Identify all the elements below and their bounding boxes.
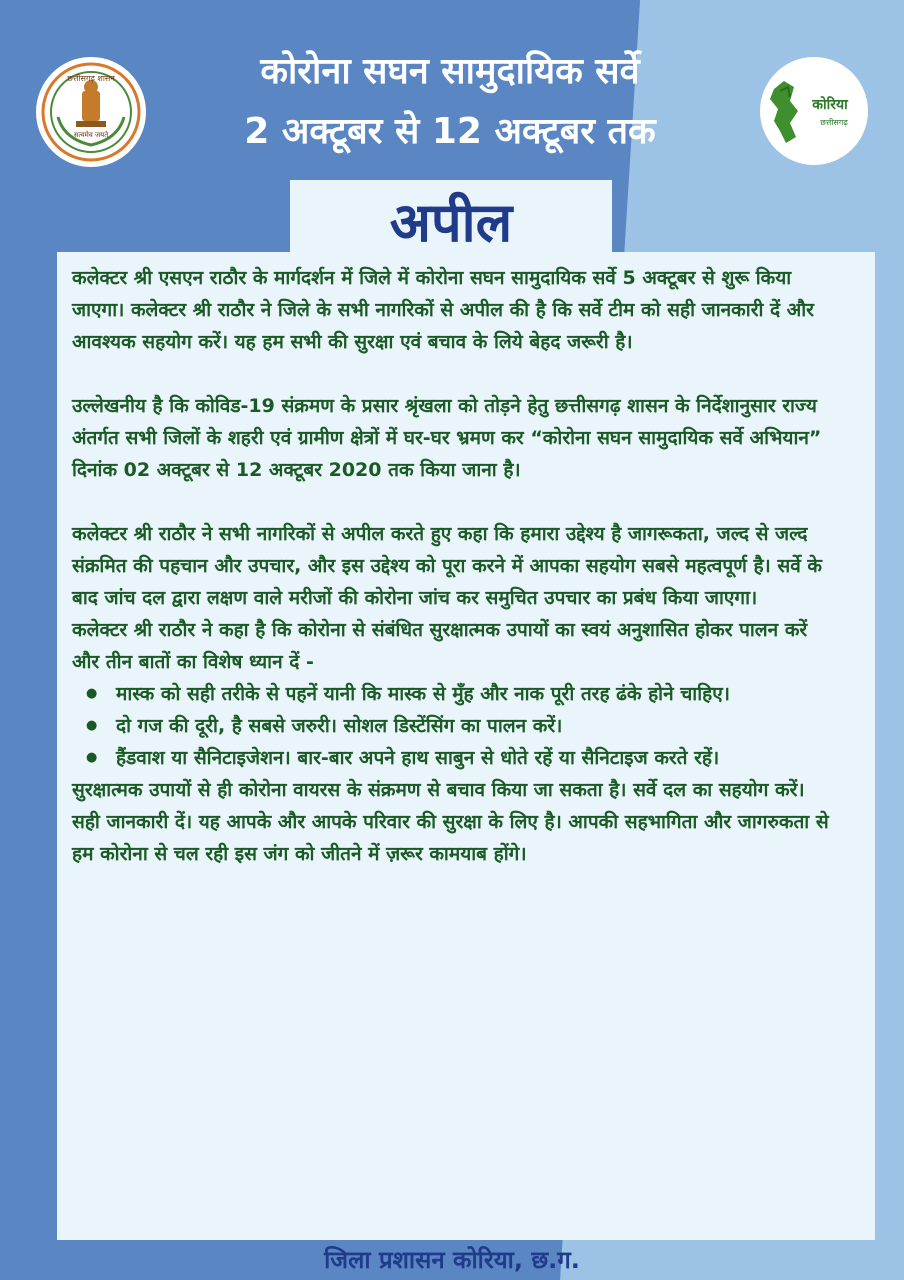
appeal-tab [290, 180, 612, 254]
list-item: ● मास्क को सही तरीके से पहनें यानी कि मास्क से मुँह और नाक पूरी तरह ढंके होने चाहिए। [116, 678, 832, 710]
paragraph-1: कलेक्टर श्री एसएन राठौर के मार्गदर्शन में जिले में कोरोना सघन सामुदायिक सर्वे 5 अक्टूबर से शुरू किया जाएगा। कलेक्टर श्री राठौर ने जिले के सभी नागरिकों से अपील की है कि सर्वे टीम को सही जानकारी दें और आवश्यक सहयोग करें। यह हम सभी की सुरक्षा एवं बचाव के लिये बेहद जरूरी है। [72, 267, 814, 353]
emblem-top-text: छत्तीसगढ़ शासन [67, 74, 115, 83]
koriya-subtitle: छत्तीसगढ़ [820, 118, 848, 127]
footer [0, 1240, 904, 1280]
title-line-1: कोरोना सघन सामुदायिक सर्वे [260, 51, 640, 92]
appeal-heading: अपील [389, 191, 513, 254]
koriya-district-logo [760, 57, 868, 165]
paragraph-3: कलेक्टर श्री राठौर ने सभी नागरिकों से अपील करते हुए कहा कि हमारा उद्देश्य है जागरूकता, जल्द से जल्द संक्रमित की पहचान और उपचार, और इस उद्देश्य को पूरा करने में आपका सहयोग सबसे महत्वपूर्ण है। सर्वे के बाद जांच दल द्वारा लक्षण वाले मरीजों की कोरोना जांच कर समुचित उपचार का प्रबंध किया जाएगा। [72, 523, 822, 609]
emblem-icon [36, 57, 146, 167]
footer-text: जिला प्रशासन कोरिया, छ.ग. [324, 1246, 580, 1274]
list-item: ● दो गज की दूरी, है सबसे जरुरी। सोशल डिस्टेंसिंग का पालन करें। [116, 710, 832, 742]
map-icon [760, 57, 868, 165]
chhattisgarh-govt-emblem [36, 57, 146, 167]
precautions-list [72, 678, 832, 774]
appeal-content [72, 262, 832, 870]
list-item: ● हैंडवाश या सैनिटाइजेशन। बार-बार अपने हाथ साबुन से धोते रहें या सैनिटाइज करते रहें। [116, 742, 832, 774]
paragraph-2: उल्लेखनीय है कि कोविड-19 संक्रमण के प्रसार श्रृंखला को तोड़ने हेतु छत्तीसगढ़ शासन के निर्देशानुसार राज्य अंतर्गत सभी जिलों के शहरी एवं ग्रामीण क्षेत्रों में घर-घर भ्रमण कर “कोरोना सघन सामुदायिक सर्वे अभियान” दिनांक 02 अक्टूबर से 12 अक्टूबर 2020 तक किया जाना है। [72, 395, 822, 481]
koriya-name: कोरिया [812, 97, 848, 113]
paragraph-4: कलेक्टर श्री राठौर ने कहा है कि कोरोना से संबंधित सुरक्षात्मक उपायों का स्वयं अनुशासित होकर पालन करें और तीन बातों का विशेष ध्यान दें - [72, 619, 808, 673]
emblem-bottom-text: सत्यमेव जयते [73, 131, 109, 139]
title-line-2: 2 अक्टूबर से 12 अक्टूबर तक [244, 111, 656, 152]
paragraph-5: सुरक्षात्मक उपायों से ही कोरोना वायरस के संक्रमण से बचाव किया जा सकता है। सर्वे दल का सहयोग करें। सही जानकारी दें। यह आपके और आपके परिवार की सुरक्षा के लिए है। आपकी सहभागिता और जागरुकता से हम कोरोना से चल रही इस जंग को जीतने में ज़रूर कामयाब होंगे। [72, 779, 829, 865]
